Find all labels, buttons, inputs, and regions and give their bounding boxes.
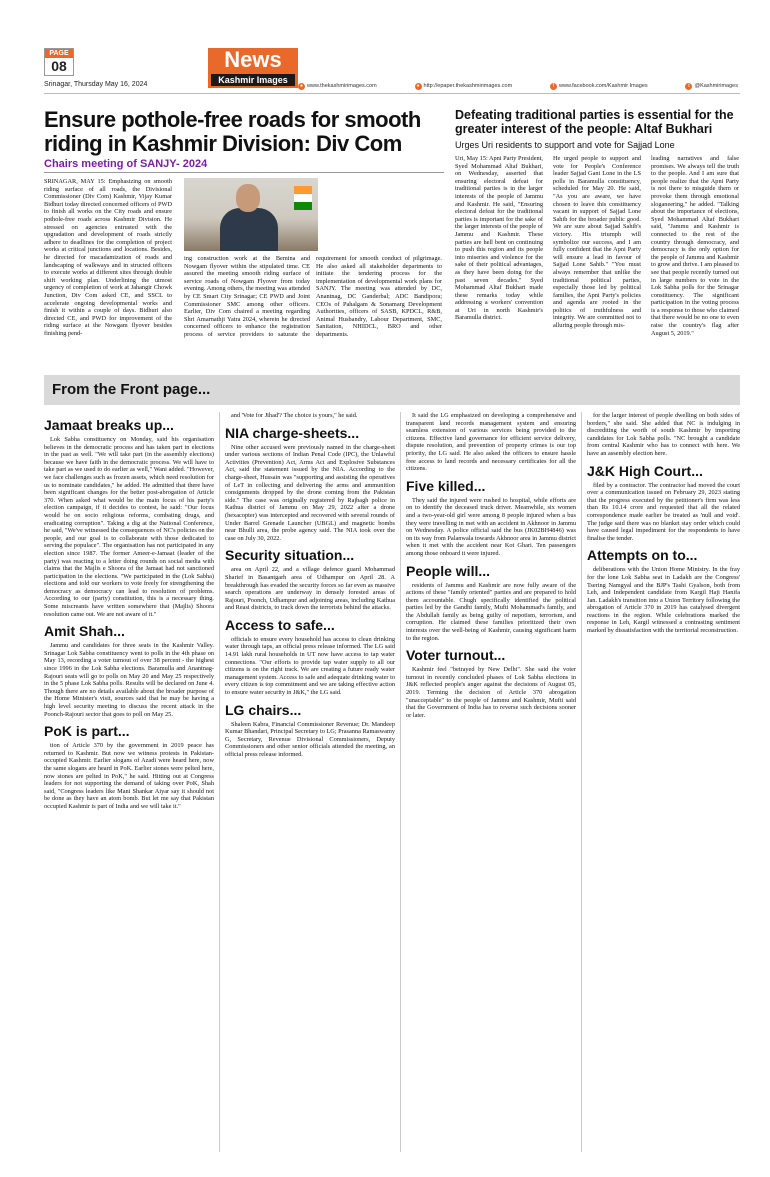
jump-body: Jammu and candidates for three seats in the Kashmir Valley. Srinagar Lok Sabha constituency went to polls in the 4th phase on May 13, recording a voter turnout of over 38 percent - the highest since 1996 in the Lok Sabha elections. Baramulla and Anantnag-Rajouri seats will go to polls on May 20 and May 25 respectively in the 5 phase Lok Sabha polls. Results will be declared on June 4. Though there are no details available about the broader purpose of the Home Minister's visit, sources said that he may be having a high level security meeting to discuss the recent attack in the Poonch-Rajouri sector that goes to poll on May 25. (44, 642, 214, 718)
globe-icon: ● (299, 82, 304, 89)
website-link[interactable]: ● www.thekashmirimages.com (299, 82, 377, 89)
lead-column-1: SRINAGAR, MAY 15: Emphasizing on smooth riding surface of all roads, the Divisional Commissioner (Div Com) Kashmir, Vijay Kumar Bidhuri today directed concerned officers of PWD to finish all works on the City roads and ensure pothole-free roads across Kashmir Division. He stressed on agencies entrusted with the upgradation and development of roads strictly adhere to deadlines for the completion of project works at critical junctions and locations. Besides, he directed for macadamization of roads and landscaping of walkways and in structed officers to execute works at different sites through double shift working plan. Underlining the utmost urgency of completion of work at Jahangir Chowk Junction, Div Com asked CE, and SSCL to accelerate ongoing developmental works and finish it within a couple of days. Bidhuri also directed CE, and PWD for improvement of the riding surface at the Nowgam flyover besides finishing pend- (44, 178, 172, 337)
page-label: PAGE (45, 49, 73, 58)
masthead (0, 0, 770, 96)
jump-headline: NIA charge-sheets... (225, 424, 360, 441)
dateline: Srinagar, Thursday May 16, 2024 (44, 81, 148, 88)
lead-column-2: ing construction work at the Bemina and Nowgam flyover within the stipulated time. CE assured the meeting smooth riding surface of service roads of Nowgam Flyover from today evening. Among others, the meeting was attended by CE Smart City Srinagar; CE PWD and Joint Commissioner SMC among other officers. Earlier, Div Com chaired a meeting regarding Shri Amarnathji Yatra 2024, wherein he directed concerned officers to enhance the registration process of service providers to saturate the requirement for smooth conduct of pilgrimage. He also asked all stakeholder departments to initiate the tendering process for the implementation of developmental work plans for SANJY. The meeting was attended by DC, Anantnag, DC Ganderbal; ADC Bandipora; CEOs of Pahalgam & Sonamarg Development Authorities, officers of SASB, KPDCL, R&B, Animal Husbandry, Labour Department, SMC, Sanitation, NHIDCL, BRO and other departments. (184, 255, 442, 338)
page-number: 08 (51, 58, 67, 74)
jump-body: residents of Jammu and Kashmir are now fully aware of the actions of these "family oriented" parties and are prepared to hold them accountable. Chugh specifically identified the political parties led by the Gandhi family, Mufti Mohammad's family, and the Abdullah family as being guilty of nepotism, terrorism, and corruption. He claimed these families prioritized their own interests over the well-being of Kashmir, causing significant harm to the region. (406, 581, 576, 642)
jump-headline: Security situation... (225, 547, 355, 564)
jump-column-3 (406, 412, 576, 1154)
globe-icon: ● (416, 82, 420, 89)
jump-headline: LG chairs... (225, 701, 302, 718)
twitter-icon: t (685, 83, 692, 90)
jump-headline: Attempts on to... (587, 547, 698, 564)
side-column-2: He urged people to support and vote for People's Conference leader Sajjad Gani Lone in the LS polls in Baramulla constituency, scheduled for May 20. He said, "As you are aware, we have chosen to leave this constituency vacant in support of Sajjad Lone Sahib for the broader public good. We are sure about Sajjad Sahib's victory. His triumph will symbolize our success, and I am fully confident that the Apni Party will ensure a lead in favour of Sajjad Lone Sahib." "You must always remember that unlike the traditional political parties, especially those led by political families, the Apni Party's policies and agenda are rooted in the politics of truthfulness and integrity. We are committed not to alluring people through mis- (553, 155, 641, 330)
lead-photo (184, 178, 318, 251)
jump-body: Shaleen Kabra, Financial Commissioner Revenue; Dr. Mandeep Kumar Bhandari, Principal Secretary to LG; Prasanna Ramaswamy G, Secretary, Revenue Divisional Commissioners, Deputy Commissioners and other senior officials attended the meeting, an official press release informed. (225, 720, 395, 758)
web-links (298, 81, 738, 91)
jump-body: filed by a contractor. The contractor had moved the court over a communication issued on February 29, 2023 stating that the progress executed by the petitioner's firm was less than Rs 10.14 crore and requested that all the related correspondence made earlier be treated as 'null and void'. The judge said there was no blanket stay order which could have caused legal impediment for the respondents to have finalise the tender. (587, 481, 740, 542)
jump-headline: Access to safe... (225, 616, 335, 633)
lead-headline: Ensure pothole-free roads for smooth riding in Kashmir Division: Div Com (44, 107, 421, 156)
section-name: News (224, 47, 282, 72)
jump-column-1 (44, 412, 214, 1154)
facebook-link[interactable]: f www.facebook.com/Kashmir Images (550, 81, 648, 91)
jump-column-2 (225, 412, 395, 1154)
divider (44, 172, 444, 173)
jump-body: They said the injured were rushed to hospital, while efforts are on to identify the deceased truck driver. Meanwhile, six women and a two-year-old girl were among 8 people injured when a bus they were travelling in met with an accident in Akhnoor in Jammu on Wednesday. A police official said the bus (JK02BH4846) was on its way from Palanwala towards Akhnoor area in Jammu district when it met with the accident near Kot Ghari. Ten passengers among those onboard it were injured. (406, 496, 576, 557)
facebook-icon: f (550, 83, 557, 90)
jump-body: Lok Sabha constituency on Monday, said his organisation believes in the democratic process and has taken part in elections in the past as well. "We will take part (in the assembly elections) because we have faith in the democratic process. We will have to take part as we used to do earlier as well," Wani added. "However, we face challenges such as frozen assets, which need resolution for us to nominate candidates," he added. He admitted that there have been significant changes for the better post-abrogation of Article 370. When asked what would be the main focus of his party's election campaign, if it decides to contest, he said: "Our focus would be on socio religious reforms, combating drugs, and eradicating corruption". Taking a dig at the National Conference, he said, "We've witnessed the consequences of NC's policies on the people, and our goal is to collaborate with those dedicated to serving the populace". The organisation has not participated in any election since 1987. The former Ameer-e-Jamaat (leader of the party) was reacting to a letter doing rounds on social media with claims that the Majlis e Shoora of the Jamaat had not sanctioned participation in the elections. "We participated in the (Lok Sabha) elections and told our workers to vote freely for strengthening the democracy as democracy can lead to resolution of problems. According to our (party) constitution, this is a necessary thing. Some miscreants have written somewhere that (Majlis) Shoora resolution came out. We are not aware of it." (44, 436, 214, 618)
section-logo (208, 48, 298, 88)
section-header (44, 375, 740, 405)
jump-body: Kashmir feel "betrayed by New Delhi". She said the voter turnout in recently concluded phases of Lok Sabha elections in J&K reflected people's anger against the decisions of August 05, 2019. Terming the decision of Article 370 abrogation "unacceptable" to the people of Jammu and Kashmir, Mufti said that the Government of India has to reverse such decisions sooner or later. (406, 666, 576, 719)
column-rule (219, 412, 220, 1152)
jump-headline: J&K High Court... (587, 462, 703, 479)
paper-name: Kashmir Images (211, 74, 295, 86)
jump-body: Nine other accused were previously named in the charge-sheet under various sections of Indian Penal Code (IPC), the Unlawful Activities (Prevention) Act, Arms Act and Explosive Substances Act, said the statement issued by the NIA. According to the charge-sheet, Hussain was "supporting and assisting the operatives of LeT in collecting and delivering the arms and ammunition consignments dropped by the drone coming from the Pakistan side." The case was originally registered by Rajbagh police in Kathua district of Jammu on May 29, 2022 after a drone (hexacopter) was intercepted and recovered with several rounds of Under Barrel Grenade Launcher (UBGL) and magnetic bombs near Bhulli area, the probe agency said. The NIA took over the case on July 30, 2022. (225, 443, 395, 542)
jump-body: tion of Article 370 by the government in 2019 peace has returned to Kashmir. But now we witness protests in Pakistan-occupied Kashmir. Earlier slogans of Azadi were heard here, now the same slogans are heard in PoK. Earlier stones were pelted here, now stones are pelted in PoK," he said. Hitting out at Congress leaders for not supporting the demand of taking over PoK, Shah said, "Congress leaders like Mani Shankar Aiyar say it should not be done as they have an atom bomb. But let me say that Pakistan occupied Kashmir is part of India and we will take it." (44, 742, 214, 810)
jump-body: area on April 22, and a village defence guard Mohammad Sharief in Basantgarh area of Udhampur on April 28. A breakthrough has evaded the security forces so far even as massive search operations are underway in densely forested areas of Rajouri, Poonch, Udhampur and adjoining areas, including Kathua and Reasi districts, to track down the terrorists behind the attacks. (225, 566, 395, 612)
jump-headline: Voter turnout... (406, 647, 506, 664)
column-rule (400, 412, 401, 1152)
jump-column-4 (587, 412, 740, 1154)
side-subhead: Urges Uri residents to support and vote for Sajjad Lone (455, 140, 675, 150)
epaper-link[interactable]: ● http://epaper.thekashmirimages.com (416, 82, 513, 89)
page-badge (44, 48, 74, 76)
jump-headline: Jamaat breaks up... (44, 417, 174, 433)
jump-headline: People will... (406, 562, 491, 579)
jump-body: deliberations with the Union Home Ministry. In the fray for the lone Lok Sabha seat in Ladakh are the Congress' Tsering Namgyal and the BJP's Tashi Gyalson, both from Leh, and Independent candidate from Kargil Haji Hanifa Jan. Ladakh's transition into a Union Territory following the abrogation of Article 370 in 2019 has catalysed divergent reactions in the region. While celebrations marked the response in Leh, Kargil witnessed a contrasting sentiment marked by dissatisfaction with the territorial reconstruction. (587, 566, 740, 635)
jump-body: and 'Vote for Jihad'? The choice is yours," he said. (231, 412, 358, 419)
side-headline: Defeating traditional parties is essential for the greater interest of the people: Altaf Bukhari (455, 108, 734, 136)
lead-subhead: Chairs meeting of SANJY- 2024 (44, 158, 208, 170)
side-column-3: leading narratives and false promises. We always tell the truth to the people. And I am sure that people realize that the Apni Party is not there to misguide them or provoke them through emotional sloganeering," he added. "Talking about the importance of elections, Syed Mohammad Altaf Bukhari said, "Jammu and Kashmir is connected to the rest of the country through democracy, and democracy is the only option for the people of Jammu and Kashmir to grow and thrive. I am pleased to see that people recently turned out in large numbers to vote in the Lok Sabha polls for the Srinagar constituency. The significant participation in the voting process is a response to those who claimed that there would be no one to even raise the country's flag after August 5, 2019." (651, 155, 739, 337)
jump-body: officials to ensure every household has access to clean drinking water through taps, an official press release informed. The LG said 14.91 lakh rural households in UT now have access to tap water connections. "Our efforts to provide tap water supply to all our citizens is on the right track. We are creating a future ready water management system. Access to safe and adequate drinking water to every citizen is top commitment and we are taking effective action to ensure water security in J&K," the LG said. (225, 635, 395, 697)
jump-body: for the larger interest of people dwelling on both sides of borders," she said. She added that NC is indulging in discrediting the worth of south Kashmir by importing candidates for Lok Sabha polls. "NC brought a candidate from central Kashmir who has to connect with here. We have an assembly election here. (587, 412, 740, 457)
twitter-link[interactable]: t @Kashmirimages (685, 81, 737, 91)
column-rule (581, 412, 582, 1152)
jump-headline: Amit Shah... (44, 623, 125, 640)
divider (44, 93, 740, 94)
jump-headline: PoK is part... (44, 723, 130, 740)
side-column-1: Uri, May 15: Apni Party President, Syed Mohammad Altaf Bukhari, on Wednesday, asserted that ensuring electoral defeat for traditional parties is in the larger interests of the people of Jammu and Kashmir. He said, "Ensuring electoral defeat for the traditional parties is important for the sake of the larger interests of the people of Jammu and Kashmir. These parties are hell bent on continuing to push this region and its people into miseries and violence for the sake of their political advantages, as they have been doing for the past seven decades." Syed Mohammad Altaf Bukhari made these remarks today while addressing a workers' convention at Uri in north Kashmir's Baramulla district. (455, 155, 543, 322)
section-title: From the Front page... (52, 381, 211, 398)
jump-body: It said the LG emphasized on developing a comprehensive and transparent land records management system and ensuring seamless extension of various services being provided to the citizens. Effective land governance for efficient service delivery, dispute resolution, and prevention of property crimes is our top priority, the LG said. He also asked the officers to ensure hassle free access to land records and necessary certificates for all the citizens. (406, 412, 576, 473)
jump-headline: Five killed... (406, 477, 486, 494)
